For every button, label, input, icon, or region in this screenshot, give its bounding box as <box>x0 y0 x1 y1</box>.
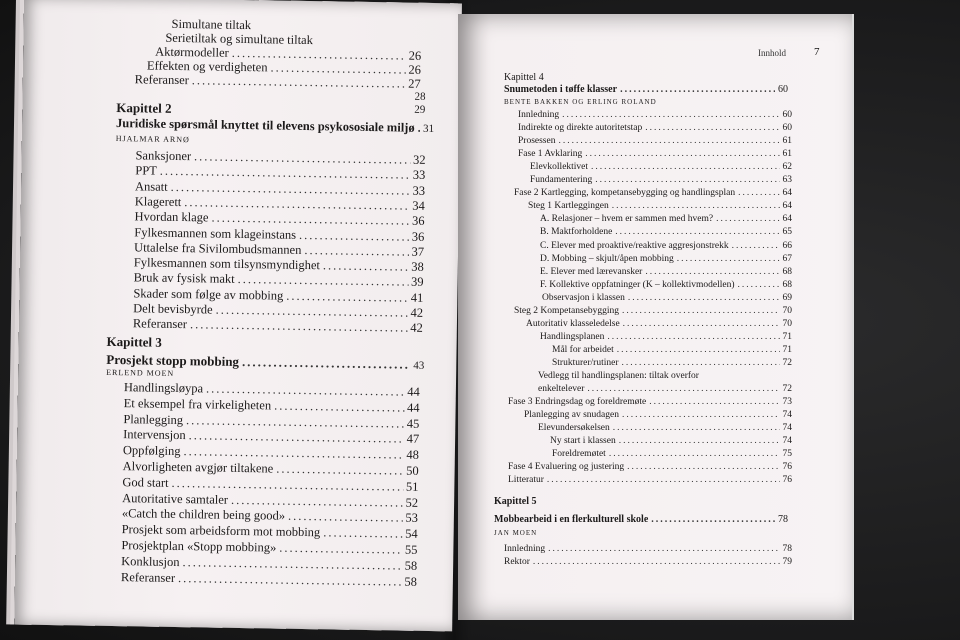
toc-entry <box>526 319 792 329</box>
toc-entry-page: 26 <box>408 62 422 77</box>
toc-entry-title: Hvordan klage <box>134 209 209 225</box>
toc-entry-title: Referanser <box>120 569 176 585</box>
toc-entry-page: 38 <box>411 259 424 274</box>
toc-entry-title: Foreldremøtet <box>552 449 606 460</box>
toc-entry <box>518 149 792 159</box>
toc-entry-page: 67 <box>782 253 792 264</box>
toc-entry-title: Konklusjon <box>121 553 180 569</box>
toc-entry <box>530 162 792 172</box>
toc-entry-page: 48 <box>406 447 419 463</box>
toc-entry-page: 66 <box>782 240 792 251</box>
leader-dots <box>737 280 779 290</box>
leader-dots <box>585 149 779 159</box>
toc-entry-title: Steg 2 Kompetansebygging <box>514 305 620 316</box>
chapter-3-author: ERLEND MOEN <box>106 367 175 378</box>
chapter-5-title-entry <box>494 514 788 525</box>
toc-entry-title: «Catch the children being good» <box>121 506 286 524</box>
leader-dots <box>323 526 402 542</box>
toc-entry-page: 50 <box>406 463 419 478</box>
right-page <box>458 14 852 620</box>
toc-entry <box>552 345 792 355</box>
leader-dots <box>304 243 408 260</box>
leader-dots <box>276 462 403 479</box>
toc-entry-page: 51 <box>405 479 419 494</box>
leader-dots <box>621 358 779 368</box>
toc-entry-page: 34 <box>412 198 425 213</box>
toc-entry-page: 72 <box>782 357 792 368</box>
page-number: 7 <box>814 46 820 58</box>
toc-entry-title: enkeltelever <box>538 384 585 395</box>
leader-dots <box>178 571 402 590</box>
toc-entry-page: 29 <box>414 103 426 116</box>
chapter-2-title-entry <box>116 116 434 136</box>
leader-dots <box>623 319 780 329</box>
toc-entry-page: 70 <box>782 305 792 316</box>
chapter-3-title-page: 43 <box>413 359 425 372</box>
toc-entry-title: Simultane tiltak <box>171 16 252 33</box>
toc-entry-page: 68 <box>782 279 792 290</box>
leader-dots <box>286 288 408 305</box>
leader-dots <box>615 227 779 237</box>
toc-entry <box>518 123 792 133</box>
toc-entry <box>514 306 792 316</box>
toc-entry-page: 42 <box>410 320 423 336</box>
leader-dots <box>620 84 775 95</box>
toc-entry-title: C. Elever med proaktive/reaktive aggresjonstrekk <box>540 240 729 251</box>
toc-entry-page: 52 <box>405 495 419 510</box>
toc-entry-title: Vedlegg til handlingsplanen: tiltak overfor <box>538 371 699 381</box>
leader-dots <box>323 258 409 274</box>
leader-dots <box>192 73 406 91</box>
chapter-5-author: JAN MOEN <box>494 529 538 537</box>
toc-entry-title: Indirekte og direkte autoritetstap <box>518 123 643 134</box>
chapter-4-label: Kapittel 4 <box>504 72 544 83</box>
toc-entry-title: D. Mobbing – skjult/åpen mobbing <box>540 253 674 264</box>
toc-entry-title: Mål for arbeidet <box>552 344 614 355</box>
toc-entry-title: God start <box>122 474 169 490</box>
leader-dots <box>619 436 780 446</box>
toc-entry <box>524 410 792 420</box>
toc-entry-title: Intervensjon <box>123 427 186 443</box>
toc-entry-page: 55 <box>404 542 418 557</box>
toc-entry-title: Fylkesmannen som tilsynsmyndighet <box>133 255 321 273</box>
toc-entry-page: 61 <box>782 149 792 160</box>
toc-entry-title: Fundamentering <box>530 175 593 186</box>
leader-dots <box>651 514 775 525</box>
leader-dots <box>716 214 779 224</box>
toc-entry-title: E. Elever med lærevansker <box>540 266 643 277</box>
toc-entry-title: Uttalelse fra Sivilombudsmannen <box>133 240 302 257</box>
toc-entry-page: 64 <box>782 188 792 199</box>
toc-entry-page: 44 <box>407 400 420 415</box>
toc-entry <box>542 293 792 303</box>
toc-entry-page: 71 <box>782 344 792 355</box>
toc-entry <box>540 227 792 237</box>
chapter-4-title: Snumetoden i tøffe klasser <box>504 84 618 95</box>
toc-entry-title: Strukturer/rutiner <box>552 357 619 368</box>
toc-entry-title: Delt bevisbyrde <box>133 301 213 317</box>
toc-entry-page: 75 <box>782 449 792 460</box>
toc-entry-title: Et eksempel fra virkeligheten <box>123 395 272 413</box>
toc-entry <box>518 136 792 146</box>
leader-dots <box>677 254 780 264</box>
leader-dots <box>316 44 418 46</box>
toc-entry-page: 64 <box>782 214 792 225</box>
toc-entry <box>538 371 792 381</box>
leader-dots <box>645 123 779 133</box>
toc-entry-title: Fase 2 Kartlegging, kompetansebygging og handlingsplan <box>514 188 736 199</box>
leader-dots <box>533 557 780 567</box>
toc-entry-page: 61 <box>782 136 792 147</box>
leader-dots <box>645 267 779 277</box>
toc-entry-title: Elevkollektivet <box>530 162 589 173</box>
toc-entry <box>540 332 792 342</box>
chapter-4-title-entry <box>504 84 788 95</box>
toc-entry-page: 41 <box>410 290 424 305</box>
toc-entry-page: 74 <box>782 423 792 434</box>
toc-entry-title: Sanksjoner <box>135 148 192 164</box>
toc-entry-title: Prosjektplan «Stopp mobbing» <box>121 538 277 555</box>
toc-entry-page: 36 <box>411 229 425 244</box>
toc-entry-title: Alvorligheten avgjør tiltakene <box>122 459 274 476</box>
toc-entry-title: Innledning <box>504 544 546 554</box>
leader-dots <box>617 345 780 355</box>
leader-dots <box>190 318 408 336</box>
toc-entry-title: Planlegging av snudagen <box>524 410 619 421</box>
running-head: Innhold <box>758 48 786 58</box>
leader-dots <box>562 110 779 120</box>
toc-entry-title: Serietiltak og simultane tiltak <box>165 30 314 48</box>
leader-dots <box>548 544 779 554</box>
toc-entry-page: 32 <box>412 152 426 167</box>
toc-entry-page: 72 <box>782 384 792 395</box>
toc-entry-page: 73 <box>782 397 792 408</box>
toc-entry-page: 27 <box>408 76 421 91</box>
chapter-2-title: Juridiske spørsmål knyttet til elevens psykososiale miljø <box>115 116 415 135</box>
toc-entry-page: 53 <box>405 511 418 526</box>
toc-entry-page: 68 <box>782 266 792 277</box>
toc-entry-page: 39 <box>410 275 424 290</box>
toc-entry-page: 62 <box>782 162 792 173</box>
toc-entry <box>508 462 792 472</box>
toc-entry-page: 60 <box>782 123 792 134</box>
chapter-5-title-page: 78 <box>778 514 788 525</box>
leader-dots <box>418 121 421 136</box>
toc-entry <box>504 557 792 567</box>
toc-entry-title: Oppfølging <box>122 443 181 459</box>
toc-entry <box>530 175 792 185</box>
chapter-3-title: Prosjekt stopp mobbing <box>106 351 240 369</box>
toc-entry-title: Litteratur <box>508 475 544 486</box>
toc-entry-page: 79 <box>782 557 792 567</box>
toc-entry <box>540 254 792 264</box>
toc-entry <box>538 384 792 394</box>
chapter-5-title: Mobbearbeid i en flerkulturell skole <box>494 514 649 525</box>
toc-entry-title: Steg 1 Kartleggingen <box>528 201 609 212</box>
toc-entry-page: 44 <box>407 384 420 399</box>
leader-dots <box>299 227 409 244</box>
toc-entry <box>550 436 792 446</box>
leader-dots <box>288 509 403 526</box>
toc-entry-title: Observasjon i klassen <box>542 292 625 303</box>
toc-entry <box>518 110 792 120</box>
toc-entry <box>528 201 792 211</box>
chapter-2-author: HJALMAR ARNØ <box>115 134 190 145</box>
toc-entry-page: 42 <box>410 305 424 320</box>
toc-entry-title: Autoritativ klasseledelse <box>526 318 620 329</box>
toc-entry-title: Skader som følge av mobbing <box>133 286 284 303</box>
toc-entry-page: 33 <box>412 183 426 198</box>
toc-entry-title: Prosessen <box>518 136 556 147</box>
toc-entry-page: 47 <box>406 432 420 447</box>
toc-entry-title: Aktørmodeller <box>155 44 229 60</box>
leader-dots <box>738 188 779 198</box>
leader-dots <box>609 449 780 459</box>
toc-entry-title: Elevundersøkelsen <box>538 423 610 434</box>
toc-entry-page: 28 <box>414 90 426 103</box>
toc-entry-title: Effekten og verdigheten <box>146 58 268 75</box>
chapter-5-label: Kapittel 5 <box>494 496 537 507</box>
toc-entry-title: Fase 1 Avklaring <box>518 149 583 160</box>
leader-dots <box>607 332 779 342</box>
toc-entry <box>552 358 792 368</box>
toc-entry <box>133 317 423 337</box>
leader-dots <box>279 541 402 558</box>
leader-dots <box>627 462 779 472</box>
leader-dots <box>254 29 418 32</box>
leader-dots <box>595 175 779 185</box>
toc-entry <box>538 423 792 433</box>
toc-entry-page: 63 <box>782 175 792 186</box>
toc-entry-page: 74 <box>782 436 792 447</box>
chapter-4-title-page: 60 <box>778 84 788 95</box>
toc-entry-page: 58 <box>404 558 418 573</box>
toc-entry-title: Fase 3 Endringsdag og foreldremøte <box>508 397 647 408</box>
toc-entry <box>540 267 792 277</box>
leader-dots <box>231 492 403 510</box>
leader-dots <box>591 162 779 172</box>
toc-entry-title: Planlegging <box>123 411 184 427</box>
leader-dots <box>622 410 780 420</box>
toc-entry-page: 74 <box>782 410 792 421</box>
toc-entry-title: F. Kollektive oppfatninger (K – kollektivmodellen) <box>540 279 735 290</box>
toc-entry-title: Rektor <box>504 557 530 567</box>
leader-dots <box>274 398 404 415</box>
toc-entry-title: PPT <box>135 163 157 178</box>
leader-dots <box>612 201 780 211</box>
toc-entry-title: Handlingsløypa <box>123 380 204 396</box>
toc-entry-title: A. Relasjoner – hvem er sammen med hvem? <box>540 214 714 225</box>
toc-entry-page: 76 <box>782 475 792 486</box>
toc-entry-page: 60 <box>782 110 792 120</box>
toc-entry-page: 54 <box>405 526 418 541</box>
toc-entry-title: B. Maktforholdene <box>540 227 613 238</box>
toc-entry <box>540 280 792 290</box>
toc-entry-title: Prosjekt som arbeidsform mot mobbing <box>121 522 321 540</box>
toc-entry-page: 71 <box>782 331 792 342</box>
toc-entry-title: Fase 4 Evaluering og justering <box>508 462 625 473</box>
toc-entry-page: 64 <box>782 201 792 212</box>
toc-entry-page: 36 <box>411 213 425 229</box>
chapter-2-title-page: 31 <box>422 122 435 136</box>
leader-dots <box>649 397 779 407</box>
leader-dots <box>732 241 780 251</box>
toc-entry-title: Bruk av fysisk makt <box>133 270 235 287</box>
toc-entry-title: Ansatt <box>134 178 168 194</box>
leader-dots <box>242 354 411 373</box>
toc-entry-title: Fylkesmannen som klageinstans <box>134 224 297 242</box>
toc-entry-title: Autoritative samtaler <box>122 490 229 507</box>
chapter-3-label: Kapittel 3 <box>106 333 162 350</box>
leader-dots <box>558 136 779 146</box>
toc-entry-page: 58 <box>404 574 417 589</box>
leader-dots <box>613 423 780 433</box>
left-page <box>14 0 462 631</box>
leader-dots <box>622 306 779 316</box>
toc-entry-page: 70 <box>782 318 792 329</box>
toc-entry <box>540 241 792 251</box>
toc-entry-title: Referanser <box>134 72 189 88</box>
chapter-2-label: Kapittel 2 <box>116 100 172 116</box>
toc-entry-title: Ny start i klassen <box>550 436 616 447</box>
toc-entry-title: Klagerett <box>134 194 182 209</box>
toc-entry-title: Referanser <box>132 316 188 332</box>
toc-entry <box>508 397 792 407</box>
toc-entry <box>135 72 421 91</box>
toc-entry <box>540 214 792 224</box>
leader-dots <box>587 384 779 394</box>
chapter-4-author: BENTE BAKKEN OG ERLING ROLAND <box>504 98 657 106</box>
leader-dots <box>547 475 780 485</box>
toc-entry <box>504 544 792 554</box>
toc-entry-page: 78 <box>782 544 792 554</box>
toc-entry-page: 76 <box>782 462 792 473</box>
toc-entry <box>508 475 792 485</box>
toc-entry-title: Handlingsplanen <box>540 331 605 342</box>
leader-dots <box>628 293 780 303</box>
toc-entry-page: 45 <box>406 416 420 431</box>
toc-entry-page: 69 <box>782 292 792 303</box>
toc-entry <box>514 188 792 198</box>
toc-entry-title: Innledning <box>518 110 560 120</box>
toc-entry-page: 65 <box>782 227 792 238</box>
toc-entry <box>552 449 792 459</box>
toc-entry-page: 26 <box>408 48 422 63</box>
toc-entry-page: 37 <box>411 244 425 259</box>
toc-entry-page: 33 <box>412 167 426 183</box>
